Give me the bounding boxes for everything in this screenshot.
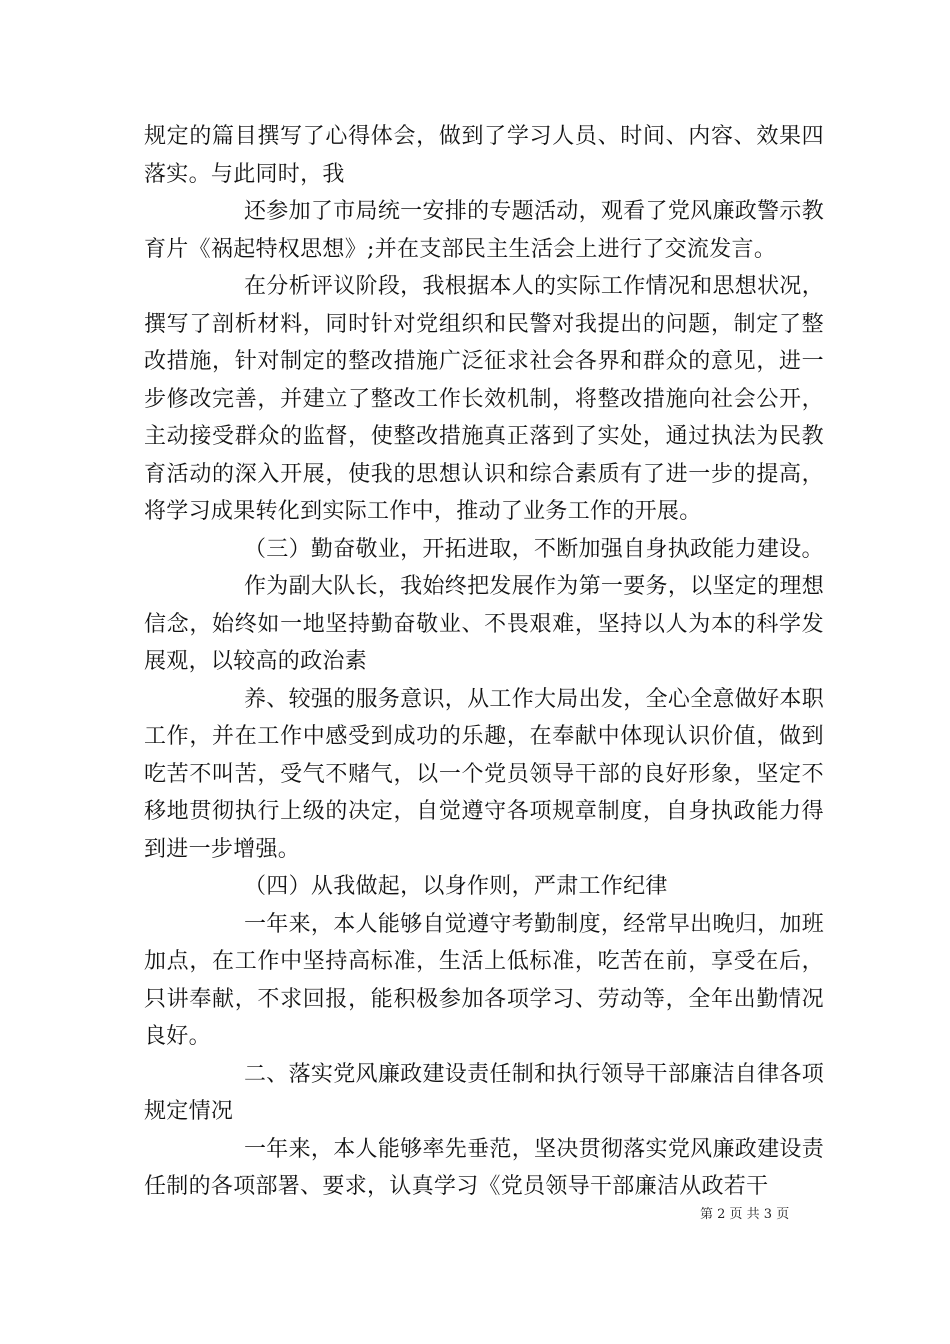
section-heading-4: （四）从我做起，以身作则，严肃工作纪律 — [244, 874, 668, 899]
section-heading-2: 二、落实党风廉政建设责任制和执行领导干部廉洁自律各项规定情况 — [144, 1061, 824, 1124]
paragraph-2: 还参加了市局统一安排的专题活动，观看了党风廉政警示教育片《祸起特权思想》;并在支部民主生活会上进行了交流发言。 — [144, 199, 824, 262]
document-body — [144, 118, 824, 1206]
paragraph-7: 一年来，本人能够率先垂范，坚决贯彻落实党风廉政建设责任制的各项部署、要求，认真学习《党员领导干部廉洁从政若干 — [144, 1136, 824, 1199]
paragraph-6: 一年来，本人能够自觉遵守考勤制度，经常早出晚归，加班加点，在工作中坚持高标准，生活上低标准，吃苦在前，享受在后，只讲奉献，不求回报，能积极参加各项学习、劳动等，全年出勤情况良好。 — [144, 911, 824, 1049]
paragraph-3: 在分析评议阶段，我根据本人的实际工作情况和思想状况，撰写了剖析材料，同时针对党组织和民警对我提出的问题，制定了整改措施，针对制定的整改措施广泛征求社会各界和群众的意见，进一步修改完善，并建立了整改工作长效机制，将整改措施向社会公开，主动接受群众的监督，使整改措施真正落到了实处，通过执法为民教育活动的深入开展，使我的思想认识和综合素质有了进一步的提高，将学习成果转化到实际工作中，推动了业务工作的开展。 — [144, 274, 824, 524]
paragraph-1: 规定的篇目撰写了心得体会，做到了学习人员、时间、内容、效果四落实。与此同时，我 — [144, 124, 824, 187]
section-heading-3: （三）勤奋敬业，开拓进取，不断加强自身执政能力建设。 — [244, 536, 824, 562]
paragraph-4: 作为副大队长，我始终把发展作为第一要务，以坚定的理想信念，始终如一地坚持勤奋敬业、不畏艰难，坚持以人为本的科学发展观，以较高的政治素 — [144, 574, 824, 674]
paragraph-5: 养、较强的服务意识，从工作大局出发，全心全意做好本职工作，并在工作中感受到成功的乐趣，在奉献中体现认识价值，做到吃苦不叫苦，受气不赌气，以一个党员领导干部的良好形象，坚定不移地贯彻执行上级的决定，自觉遵守各项规章制度，自身执政能力得到进一步增强。 — [144, 686, 824, 862]
page-number-footer: 第 2 页 共 3 页 — [700, 1207, 790, 1222]
